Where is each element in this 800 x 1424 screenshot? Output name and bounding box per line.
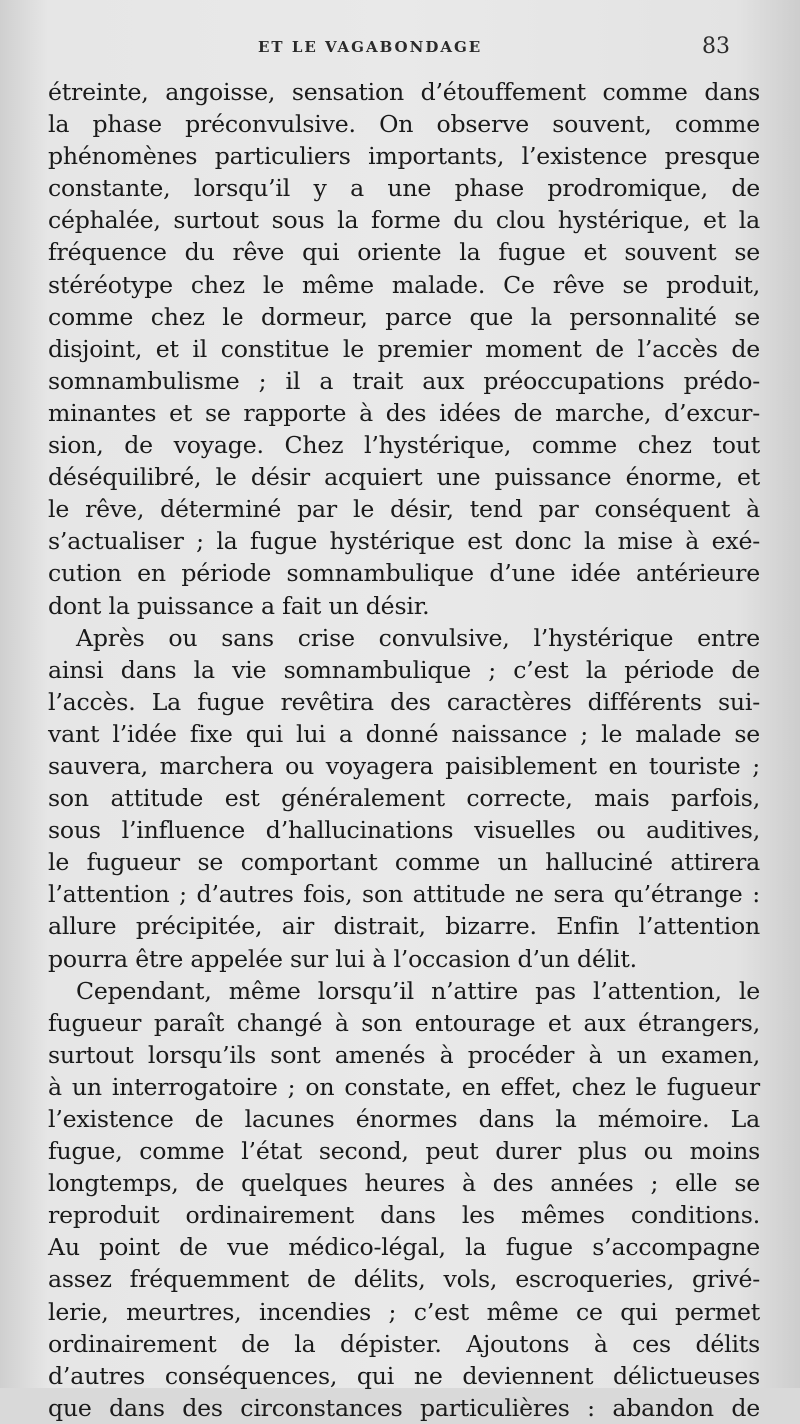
text-line: pourra être appelée sur lui à l’occasion d’un délit. [48,944,637,973]
running-head [0,34,800,68]
text-line: allure précipitée, air distrait, bizarre. Enfin l’attention [48,912,760,941]
text-line: le fugueur se comportant comme un halluciné attirera [48,848,760,877]
text-line: stéréotype chez le même malade. Ce rêve se produit, [48,270,760,299]
text-line: somnambulisme ; il a trait aux préoccupations prédo- [48,366,760,395]
text-line: la phase préconvulsive. On observe souvent, comme [48,110,760,139]
text-line: vant l’idée fixe qui lui a donné naissance ; le malade se [48,719,760,748]
text-line: son attitude est généralement correcte, mais parfois, [48,784,760,813]
text-line: assez fréquemment de délits, vols, escroqueries, grivé- [48,1265,760,1294]
text-line: ainsi dans la vie somnambulique ; c’est la période de [48,655,760,684]
text-line: surtout lorsqu’ils sont amenés à procéder à un examen, [48,1040,760,1069]
text-line: reproduit ordinairement dans les mêmes conditions. [48,1201,760,1230]
text-line: céphalée, surtout sous la forme du clou hystérique, et la [48,206,760,235]
text-line: phénomènes particuliers importants, l’existence presque [48,142,760,171]
text-line: dont la puissance a fait un désir. [48,591,430,620]
text-line: fréquence du rêve qui oriente la fugue et souvent se [48,238,760,267]
running-title: ET LE VAGABONDAGE [258,38,483,56]
text-line: constante, lorsqu’il y a une phase prodromique, de [48,174,760,203]
text-line: fugueur paraît changé à son entourage et aux étrangers, [48,1008,760,1037]
text-line: Cependant, même lorsqu’il n’attire pas l’attention, le [76,976,760,1005]
text-line: que dans des circonstances particulières : abandon de [48,1393,760,1422]
text-line: lerie, meurtres, incendies ; c’est même ce qui permet [48,1297,760,1326]
text-line: Après ou sans crise convulsive, l’hystérique entre [76,623,760,652]
text-line: déséquilibré, le désir acquiert une puissance énorme, et [48,463,760,492]
text-line: fugue, comme l’état second, peut durer plus ou moins [48,1137,760,1166]
text-line: disjoint, et il constitue le premier moment de l’accès de [48,334,760,363]
text-line: l’existence de lacunes énormes dans la mémoire. La [48,1105,760,1133]
text-line: longtemps, de quelques heures à des années ; elle se [48,1169,760,1198]
body-text [48,76,760,1424]
text-line: minantes et se rapporte à des idées de marche, d’excur- [48,398,760,427]
text-line: sous l’influence d’hallucinations visuelles ou auditives, [48,816,760,845]
text-line: le rêve, déterminé par le désir, tend par conséquent à [48,495,760,524]
text-line: s’actualiser ; la fugue hystérique est donc la mise à exé- [48,527,760,556]
text-line: à un interrogatoire ; on constate, en effet, chez le fugueur [48,1072,760,1101]
text-line: d’autres conséquences, qui ne deviennent délictueuses [48,1361,760,1390]
text-line: cution en période somnambulique d’une idée antérieure [48,559,760,588]
page-number: 83 [702,34,730,59]
text-line: Au point de vue médico-légal, la fugue s’accompagne [48,1233,760,1262]
text-line: sauvera, marchera ou voyagera paisiblement en touriste ; [48,751,760,780]
text-line: l’accès. La fugue revêtira des caractères différents sui- [48,687,760,716]
text-line: ordinairement de la dépister. Ajoutons à ces délits [48,1329,760,1358]
text-line: l’attention ; d’autres fois, son attitude ne sera qu’étrange : [48,880,760,909]
text-line: sion, de voyage. Chez l’hystérique, comme chez tout [48,431,760,460]
text-line: comme chez le dormeur, parce que la personnalité se [48,302,760,331]
text-line: étreinte, angoisse, sensation d’étouffement comme dans [48,78,760,106]
